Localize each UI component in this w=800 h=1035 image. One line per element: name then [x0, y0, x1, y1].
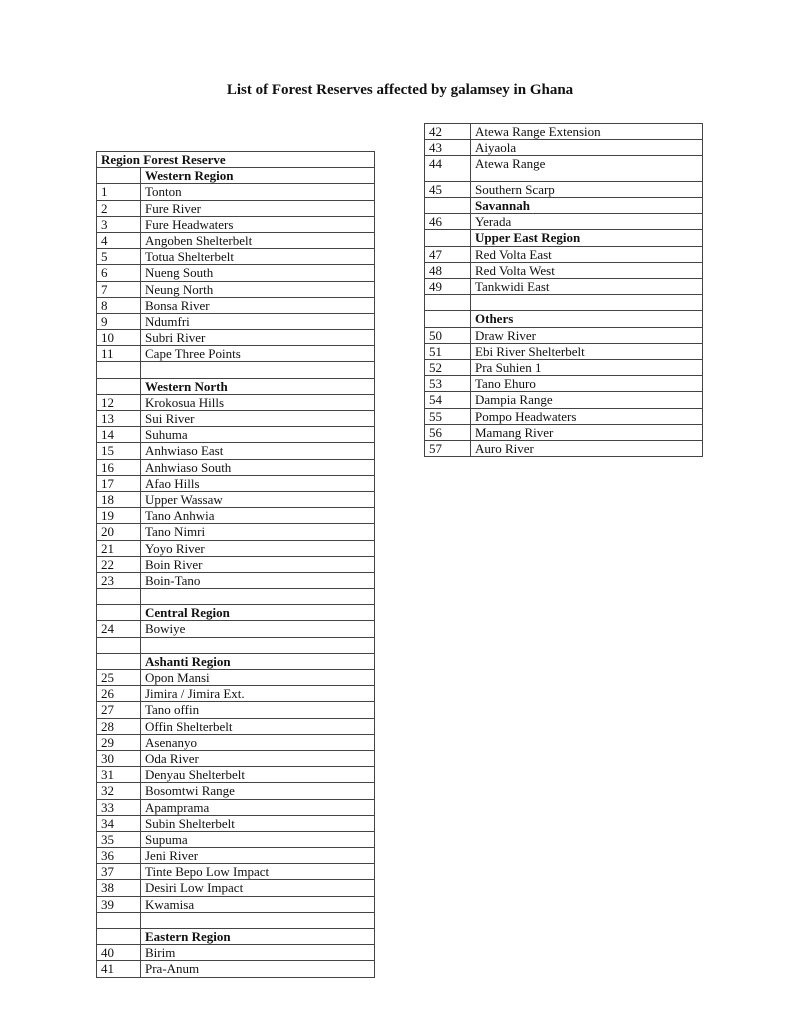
- reserve-number: [425, 198, 471, 214]
- reserve-number: 24: [97, 621, 141, 637]
- reserve-number: 36: [97, 848, 141, 864]
- reserve-number: 57: [425, 440, 471, 456]
- reserve-number: 50: [425, 327, 471, 343]
- reserve-number: 44: [425, 156, 471, 182]
- table-row: [425, 140, 703, 156]
- reserve-number: 54: [425, 392, 471, 408]
- region-heading: Upper East Region: [471, 230, 703, 246]
- reserve-name: Tinte Bepo Low Impact: [141, 864, 375, 880]
- table-row: [425, 262, 703, 278]
- region-heading-row: [97, 378, 375, 394]
- reserve-name: Boin River: [141, 556, 375, 572]
- table-row: [97, 734, 375, 750]
- table-row: [425, 408, 703, 424]
- reserve-name: Anhwiaso East: [141, 443, 375, 459]
- reserve-number: 43: [425, 140, 471, 156]
- reserve-name: Auro River: [471, 440, 703, 456]
- region-heading-row: [97, 929, 375, 945]
- reserve-number: 17: [97, 475, 141, 491]
- reserve-number: 18: [97, 491, 141, 507]
- table-row: [425, 279, 703, 295]
- reserve-number: 19: [97, 508, 141, 524]
- table-row: [97, 621, 375, 637]
- table-row: [97, 912, 375, 928]
- region-heading-row: [97, 605, 375, 621]
- reserve-number: 48: [425, 262, 471, 278]
- reserve-number: 53: [425, 376, 471, 392]
- table-row: [425, 424, 703, 440]
- reserve-number: 55: [425, 408, 471, 424]
- table-row: [97, 443, 375, 459]
- reserve-name: [471, 295, 703, 311]
- reserve-name: Bosomtwi Range: [141, 783, 375, 799]
- reserve-name: Apamprama: [141, 799, 375, 815]
- table-row: [97, 815, 375, 831]
- reserve-number: [97, 637, 141, 653]
- reserve-number: 41: [97, 961, 141, 977]
- reserve-name: Pra Suhien 1: [471, 359, 703, 375]
- reserve-number: 2: [97, 200, 141, 216]
- reserve-name: Tano Anhwia: [141, 508, 375, 524]
- reserve-number: [97, 929, 141, 945]
- reserve-name: Tano Ehuro: [471, 376, 703, 392]
- table-row: [425, 359, 703, 375]
- reserve-number: [97, 653, 141, 669]
- reserve-number: 21: [97, 540, 141, 556]
- reserve-name: Jeni River: [141, 848, 375, 864]
- reserve-name: Upper Wassaw: [141, 491, 375, 507]
- table-row: [97, 718, 375, 734]
- reserve-name: [141, 637, 375, 653]
- reserve-number: 39: [97, 896, 141, 912]
- reserve-number: 40: [97, 945, 141, 961]
- reserve-name: Bonsa River: [141, 297, 375, 313]
- reserve-name: Jimira / Jimira Ext.: [141, 686, 375, 702]
- reserve-name: Boin-Tano: [141, 572, 375, 588]
- reserve-number: [425, 311, 471, 327]
- region-heading: Eastern Region: [141, 929, 375, 945]
- reserve-name: Pompo Headwaters: [471, 408, 703, 424]
- reserve-number: 49: [425, 279, 471, 295]
- reserve-number: 32: [97, 783, 141, 799]
- reserve-number: 27: [97, 702, 141, 718]
- table-row: [97, 508, 375, 524]
- reserve-number: 15: [97, 443, 141, 459]
- table-row: [425, 440, 703, 456]
- table-row: [425, 214, 703, 230]
- reserve-number: 38: [97, 880, 141, 896]
- table-row: [97, 491, 375, 507]
- reserve-number: 29: [97, 734, 141, 750]
- region-heading-row: [97, 168, 375, 184]
- table-row: [97, 281, 375, 297]
- reserve-name: Subri River: [141, 330, 375, 346]
- reserve-name: Fure River: [141, 200, 375, 216]
- reserve-number: 26: [97, 686, 141, 702]
- reserve-name: Anhwiaso South: [141, 459, 375, 475]
- reserve-number: 9: [97, 313, 141, 329]
- table-row: [97, 750, 375, 766]
- reserve-name: Aiyaola: [471, 140, 703, 156]
- table-row: [97, 524, 375, 540]
- table-row: [425, 392, 703, 408]
- reserve-name: Ndumfri: [141, 313, 375, 329]
- reserve-number: [97, 912, 141, 928]
- reserve-number: 14: [97, 427, 141, 443]
- reserve-number: 4: [97, 232, 141, 248]
- table-row: [97, 459, 375, 475]
- table-row: [97, 184, 375, 200]
- reserve-name: Atewa Range: [471, 156, 703, 182]
- reserve-name: Yerada: [471, 214, 703, 230]
- table-row: [97, 637, 375, 653]
- reserve-number: 11: [97, 346, 141, 362]
- region-heading: Western North: [141, 378, 375, 394]
- reserve-name: Southern Scarp: [471, 181, 703, 197]
- reserve-name: Angoben Shelterbelt: [141, 232, 375, 248]
- reserve-name: Dampia Range: [471, 392, 703, 408]
- reserve-name: Mamang River: [471, 424, 703, 440]
- reserve-name: Neung North: [141, 281, 375, 297]
- table-row: [97, 767, 375, 783]
- table-row: [97, 848, 375, 864]
- table-row: [97, 362, 375, 378]
- region-heading: Savannah: [471, 198, 703, 214]
- table-header: Region Forest Reserve: [97, 152, 375, 168]
- reserve-name: Tonton: [141, 184, 375, 200]
- reserve-number: 45: [425, 181, 471, 197]
- reserve-number: [97, 362, 141, 378]
- reserve-name: Sui River: [141, 411, 375, 427]
- reserve-name: Draw River: [471, 327, 703, 343]
- reserve-number: 16: [97, 459, 141, 475]
- reserve-number: 13: [97, 411, 141, 427]
- reserve-name: Kwamisa: [141, 896, 375, 912]
- region-heading-row: [97, 653, 375, 669]
- forest-reserves-table-left: [96, 151, 375, 978]
- table-row: [97, 831, 375, 847]
- reserve-name: Asenanyo: [141, 734, 375, 750]
- table-row: [97, 232, 375, 248]
- reserve-number: [97, 168, 141, 184]
- reserve-number: 33: [97, 799, 141, 815]
- reserve-number: 6: [97, 265, 141, 281]
- table-row: [97, 589, 375, 605]
- table-row: [97, 200, 375, 216]
- reserve-name: Denyau Shelterbelt: [141, 767, 375, 783]
- reserve-number: [97, 605, 141, 621]
- table-row: [97, 864, 375, 880]
- region-heading: Western Region: [141, 168, 375, 184]
- reserve-number: 25: [97, 670, 141, 686]
- table-row: [97, 313, 375, 329]
- table-header-row: [97, 152, 375, 168]
- reserve-name: [141, 912, 375, 928]
- table-row: [97, 427, 375, 443]
- reserve-name: Desiri Low Impact: [141, 880, 375, 896]
- region-heading: Ashanti Region: [141, 653, 375, 669]
- reserve-number: 20: [97, 524, 141, 540]
- reserve-number: 35: [97, 831, 141, 847]
- table-row: [425, 156, 703, 182]
- reserve-number: [425, 230, 471, 246]
- reserve-number: 7: [97, 281, 141, 297]
- reserve-name: Supuma: [141, 831, 375, 847]
- table-row: [97, 411, 375, 427]
- reserve-number: 56: [425, 424, 471, 440]
- table-row: [425, 376, 703, 392]
- reserve-name: Ebi River Shelterbelt: [471, 343, 703, 359]
- reserve-number: 42: [425, 124, 471, 140]
- forest-reserves-table-right: [424, 123, 703, 457]
- page-title: List of Forest Reserves affected by galamsey in Ghana: [226, 82, 574, 98]
- reserve-name: [141, 362, 375, 378]
- table-row: [97, 880, 375, 896]
- table-row: [97, 799, 375, 815]
- reserve-name: Red Volta East: [471, 246, 703, 262]
- reserve-name: Yoyo River: [141, 540, 375, 556]
- reserve-number: 1: [97, 184, 141, 200]
- table-row: [97, 249, 375, 265]
- reserve-name: Krokosua Hills: [141, 394, 375, 410]
- table-row: [97, 216, 375, 232]
- table-row: [425, 124, 703, 140]
- region-heading: Central Region: [141, 605, 375, 621]
- table-row: [425, 343, 703, 359]
- region-heading-row: [425, 311, 703, 327]
- reserve-number: 10: [97, 330, 141, 346]
- table-row: [97, 702, 375, 718]
- table-row: [97, 297, 375, 313]
- table-row: [425, 181, 703, 197]
- reserve-name: Tano offin: [141, 702, 375, 718]
- table-row: [97, 540, 375, 556]
- reserve-name: Afao Hills: [141, 475, 375, 491]
- table-row: [97, 896, 375, 912]
- reserve-number: 52: [425, 359, 471, 375]
- table-row: [97, 945, 375, 961]
- region-heading: Others: [471, 311, 703, 327]
- table-row: [97, 475, 375, 491]
- table-row: [97, 394, 375, 410]
- table-row: [425, 295, 703, 311]
- table-row: [97, 686, 375, 702]
- reserve-name: Pra-Anum: [141, 961, 375, 977]
- reserve-number: [97, 589, 141, 605]
- table-row: [97, 346, 375, 362]
- reserve-number: 22: [97, 556, 141, 572]
- table-row: [97, 783, 375, 799]
- reserve-number: 5: [97, 249, 141, 265]
- table-row: [425, 327, 703, 343]
- reserve-number: 51: [425, 343, 471, 359]
- reserve-name: Cape Three Points: [141, 346, 375, 362]
- reserve-number: 37: [97, 864, 141, 880]
- reserve-number: 8: [97, 297, 141, 313]
- reserve-name: Bowiye: [141, 621, 375, 637]
- reserve-name: Opon Mansi: [141, 670, 375, 686]
- reserve-name: Fure Headwaters: [141, 216, 375, 232]
- table-row: [97, 556, 375, 572]
- reserve-name: Subin Shelterbelt: [141, 815, 375, 831]
- table-row: [97, 670, 375, 686]
- reserve-name: Nueng South: [141, 265, 375, 281]
- reserve-name: Totua Shelterbelt: [141, 249, 375, 265]
- reserve-name: Red Volta West: [471, 262, 703, 278]
- table-row: [97, 961, 375, 977]
- reserve-number: 47: [425, 246, 471, 262]
- reserve-name: Tano Nimri: [141, 524, 375, 540]
- reserve-number: 23: [97, 572, 141, 588]
- reserve-number: 30: [97, 750, 141, 766]
- reserve-number: [425, 295, 471, 311]
- table-row: [97, 572, 375, 588]
- reserve-name: Tankwidi East: [471, 279, 703, 295]
- reserve-number: 31: [97, 767, 141, 783]
- reserve-number: 3: [97, 216, 141, 232]
- reserve-name: Offin Shelterbelt: [141, 718, 375, 734]
- reserve-number: 34: [97, 815, 141, 831]
- reserve-name: [141, 589, 375, 605]
- reserve-name: Atewa Range Extension: [471, 124, 703, 140]
- reserve-number: 12: [97, 394, 141, 410]
- table-row: [97, 330, 375, 346]
- table-row: [425, 246, 703, 262]
- region-heading-row: [425, 198, 703, 214]
- reserve-number: 28: [97, 718, 141, 734]
- table-row: [97, 265, 375, 281]
- reserve-name: Oda River: [141, 750, 375, 766]
- reserve-number: 46: [425, 214, 471, 230]
- reserve-name: Birim: [141, 945, 375, 961]
- reserve-name: Suhuma: [141, 427, 375, 443]
- reserve-number: [97, 378, 141, 394]
- region-heading-row: [425, 230, 703, 246]
